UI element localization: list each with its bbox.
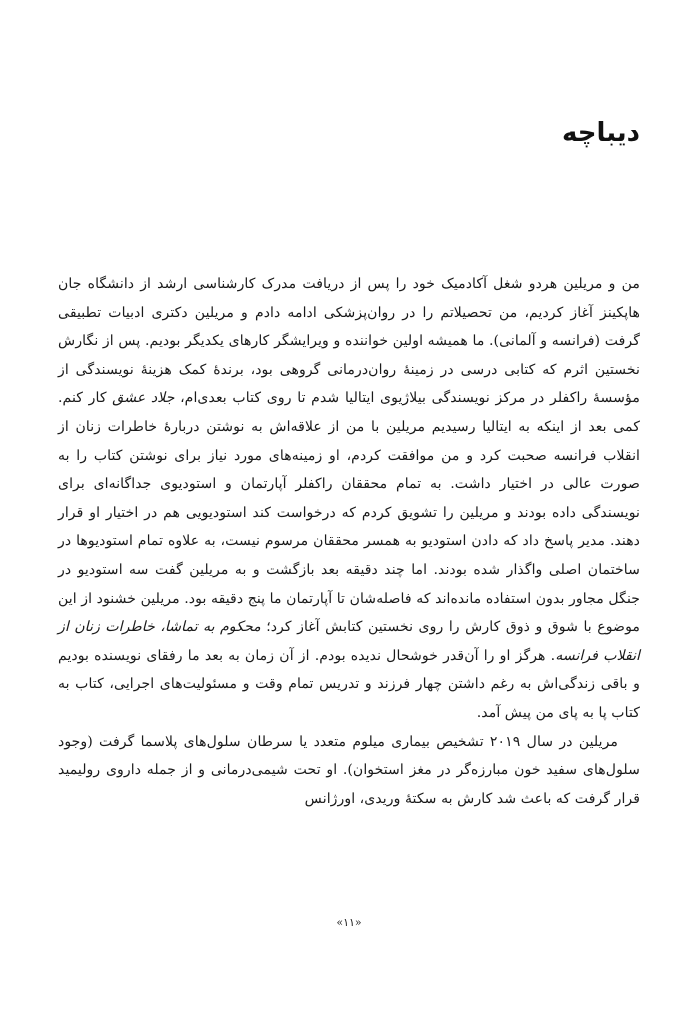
paragraph-1-part-2: کار کنم. کمی بعد از اینکه به ایتالیا رسیدیم مریلین با من از علاقه‌اش به نوشتن دربارهٔ خاطرات زنان از انقلاب فرانسه صحبت کرد و من موافقت کردم، او زمینه‌های مورد نیاز برای نوشتن کتاب را به صورت عالی در اختیار داشت. به تمام محققان راکفلر آپارتمان و استودیوی جداگانه‌ای برای نویسندگی داده بودند و مریلین را تشویق کردم که درخواست کند استودیویی هم در اختیار او قرار دهند. مدیر پاسخ داد که دادن استودیو به همسر محققان مرسوم نیست، به علاوه تمام استودیوها در ساختمان اصلی واگذار شده بودند. اما چند دقیقه بعد بازگشت و به مریلین گفت سه استودیو در جنگل مجاور بدون استفاده مانده‌اند که فاصله‌شان تا آپارتمان ما پنج دقیقه بود. مریلین خشنود از این موضوع با شوق و ذوق کارش را روی نخستین کتابش آغاز کرد؛ — [58, 390, 640, 636]
paragraph-1-part-3: . هرگز او را آن‌قدر خوشحال ندیده بودم. از آن زمان به بعد ما رفقای نویسنده بودیم و باقی زندگی‌اش به رغم داشتن چهار فرزند و تدریس تمام وقت و مسئولیت‌های اجرایی، کتاب به کتاب پا به پای من پیش آمد. — [58, 647, 640, 721]
body-text — [58, 270, 640, 813]
chapter-title: دیباچه — [562, 118, 640, 148]
paragraph-1-part-1: من و مریلین هردو شغل آکادمیک خود را پس از دریافت مدرک کارشناسی ارشد از دانشگاه جان هاپکینز آغاز کردیم، من تحصیلاتم را در روان‌پزشکی ادامه دادم و مریلین دکتری ادبیات تطبیقی گرفت (فرانسه و آلمانی). ما همیشه اولین خواننده و ویرایشگر کارهای یکدیگر بودیم. پس از نگارش نخستین اثرم که کتابی درسی در زمینهٔ روان‌درمانی گروهی بود، برندهٔ کمک هزینهٔ نویسندگی از مؤسسهٔ راکفلر در مرکز نویسندگی بیلاژیوی ایتالیا شدم تا روی کتاب بعدی‌ام، — [58, 276, 640, 407]
book-title-jallad-eshgh: جلاد عشق — [112, 390, 175, 407]
book-title-mahkum-be-tamasha: محکوم به تماشا، خاطرات زنان از انقلاب فرانسه — [58, 619, 640, 664]
paragraph-2: مریلین در سال ۲۰۱۹ تشخیص بیماری میلوم متعدد یا سرطان سلول‌های پلاسما گرفت (وجود سلول‌های سفید خون مبارزه‌گر در مغز استخوان). او تحت شیمی‌درمانی و از جمله داروی رولیمید قرار گرفت که باعث شد کارش به سکتهٔ وریدی، اورژانس — [58, 733, 640, 807]
page-number: «۱۱» — [336, 916, 362, 929]
paragraph-1 — [58, 270, 640, 728]
